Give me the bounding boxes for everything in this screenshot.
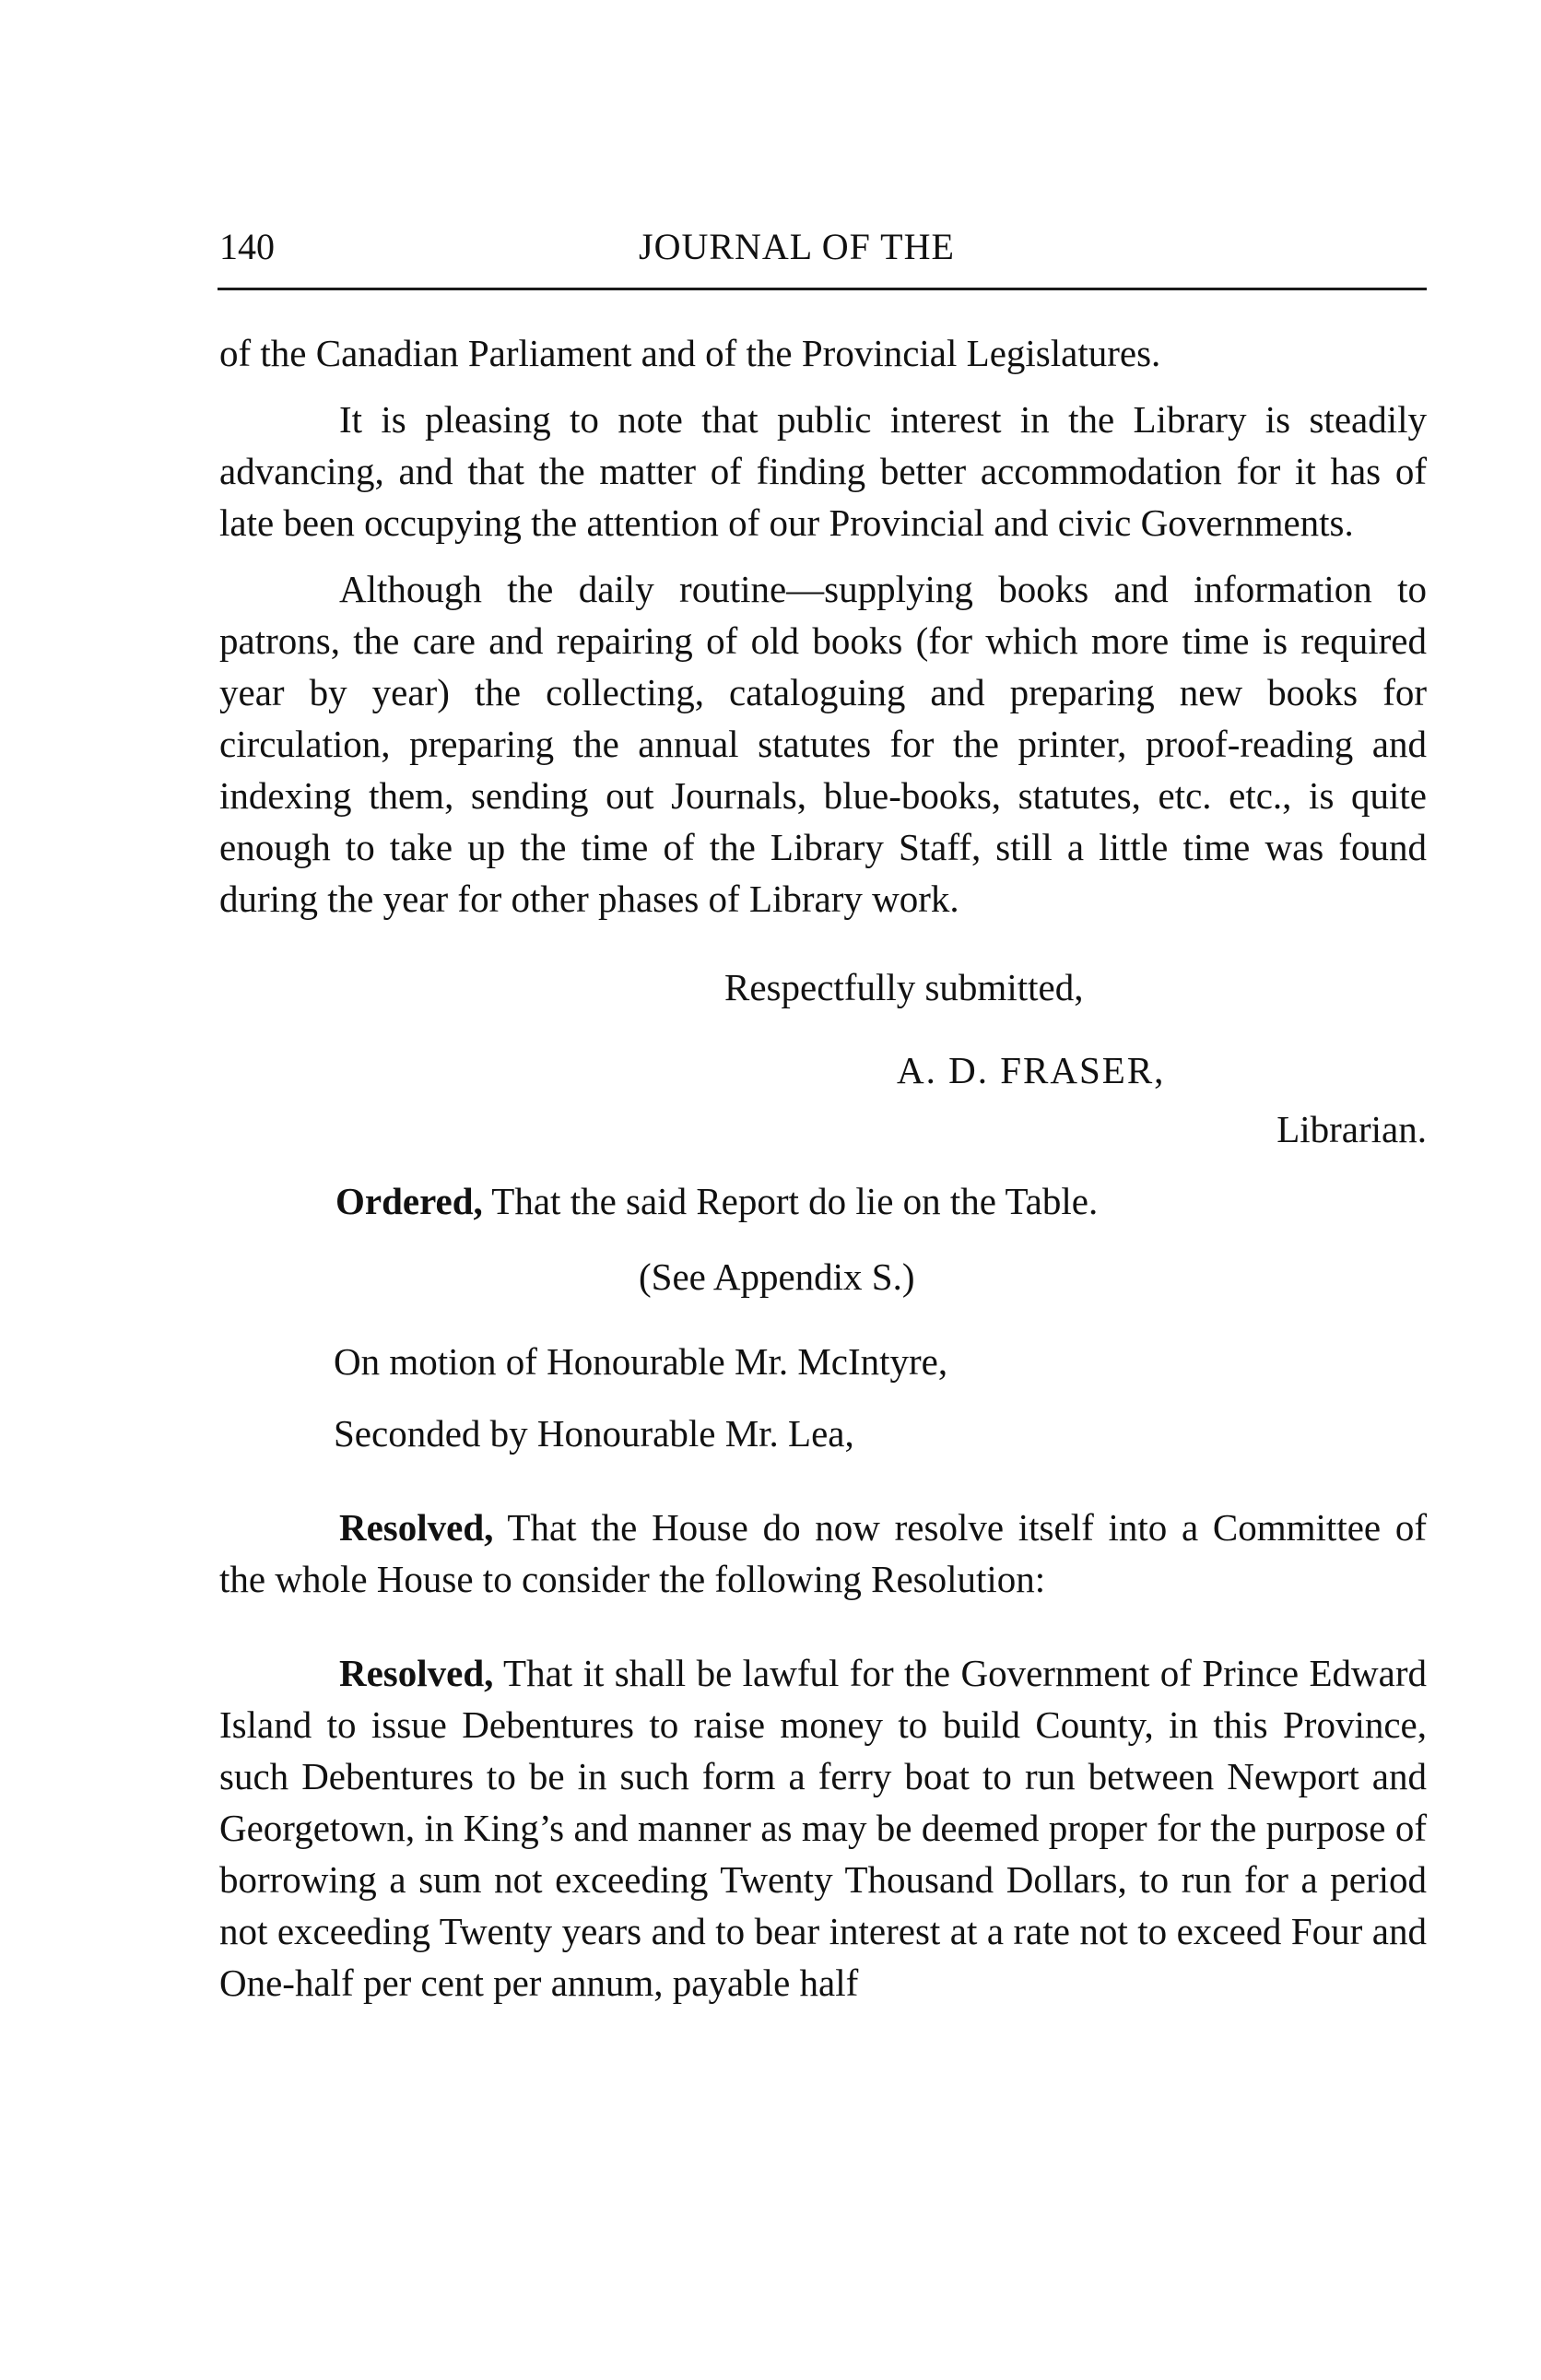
closing-line: Respectfully submitted,: [724, 966, 1084, 1008]
resolution-debentures: [219, 1647, 1427, 2009]
motion-seconder: Seconded by Honourable Mr. Lea,: [334, 1412, 854, 1455]
paragraph-daily-routine: Although the daily routine—supplying books and information to patrons, the care and repairing of old books (for which more time is required year by year) the collecting, cataloguing and preparing new books for circulation, preparing the annual statutes for the printer, proof-reading and indexing them, sending out Journals, blue-books, statutes, etc. etc., is quite enough to take up the time of the Library Staff, still a little time was found during the year for other phases of Library work.: [219, 568, 1427, 920]
ordered-label: Ordered,: [335, 1180, 483, 1222]
resolved-label: Resolved,: [339, 1506, 494, 1549]
journal-title: JOURNAL OF THE: [639, 226, 955, 267]
motion-mover: On motion of Honourable Mr. McIntyre,: [334, 1340, 948, 1383]
header-rule: [218, 288, 1427, 290]
resolution-committee: [219, 1502, 1427, 1605]
page-number: 140: [219, 226, 275, 267]
ordered-text: That the said Report do lie on the Table.: [482, 1180, 1099, 1222]
signatory-name: A. D. FRASER,: [897, 1049, 1166, 1091]
paragraph-public-interest: It is pleasing to note that public interest in the Library is steadily advancing, and that the matter of finding better accommodation for it has of late been occupying the attention of our Provincial and civic Governments.: [219, 398, 1427, 544]
body-text: [219, 327, 1427, 2009]
running-header: [219, 219, 1427, 275]
resolution-text: That it shall be lawful for the Government of Prince Edward Island to issue Debentures to raise money to build County, in this Province, such Debentures to be in such form a ferry boat to run between Newport and Georgetown, in King’s and manner as may be deemed proper for the purpose of borrowing a sum not exceeding Twenty Thousand Dollars, to run for a period not exceeding Twenty years and to bear interest at a rate not to exceed Four and One-half per cent per annum, payable half: [219, 1652, 1427, 2004]
resolution-text: That the House do now resolve itself into a Committee of the whole House to consider the following Resolution:: [219, 1506, 1427, 1600]
resolved-label: Resolved,: [339, 1652, 494, 1694]
ordered-statement: [335, 1175, 1427, 1227]
appendix-note: (See Appendix S.): [639, 1255, 915, 1298]
signatory-title: Librarian.: [1276, 1108, 1427, 1150]
paragraph-continuation: of the Canadian Parliament and of the Provincial Legislatures.: [219, 332, 1161, 374]
